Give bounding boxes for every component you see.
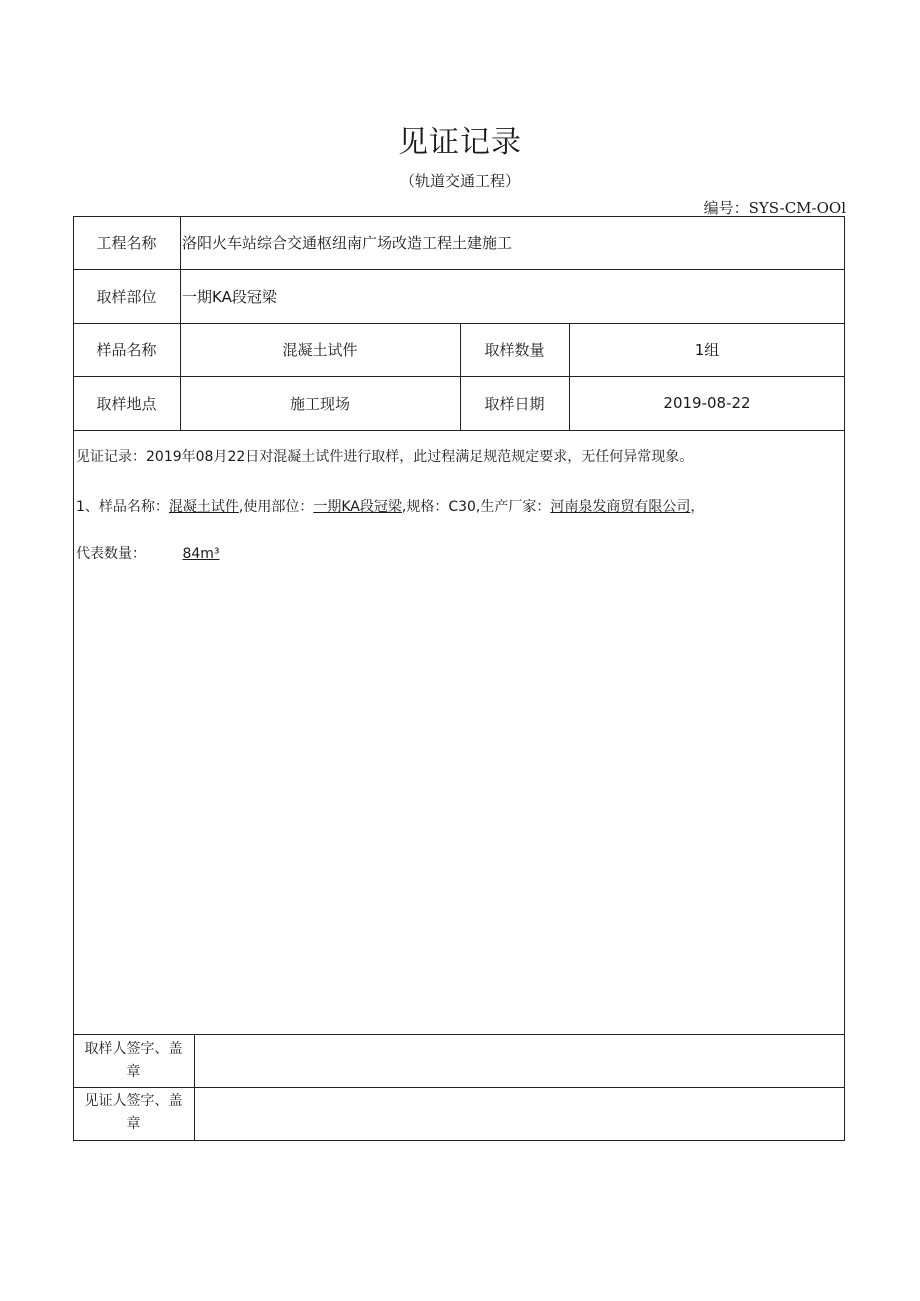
sample-item-line	[76, 496, 704, 516]
item-prefix: 1、样品名称：	[76, 499, 169, 515]
quantity-value: 84m³	[182, 546, 220, 562]
witness-label-line2: 章	[126, 1116, 141, 1132]
sampler-label-line1: 取样人签字、盖	[84, 1041, 183, 1057]
spec-text: ,规格：C30,生产厂家：	[401, 499, 551, 515]
row-divider	[73, 430, 845, 431]
manufacturer-tail: ，	[690, 499, 705, 515]
sampler-signature-label	[73, 1038, 194, 1084]
quantity-line	[76, 543, 220, 563]
document-subtitle: （轨道交通工程）	[399, 172, 520, 190]
witness-record-text: 见证记录：2019年08月22日对混凝土试件进行取样，此过程满足规范规定要求，无任何异常现象。	[76, 449, 694, 465]
sampling-site-value: 施工现场	[289, 394, 350, 413]
sampling-date-label: 取样日期	[484, 394, 545, 413]
sampling-location-label: 取样部位	[96, 287, 157, 306]
sample-name-value: 混凝土试件	[282, 341, 358, 359]
witness-signature-label	[73, 1090, 194, 1136]
witness-label-line1: 见证人签字、盖	[84, 1093, 183, 1109]
witness-signature-field[interactable]	[195, 1088, 845, 1141]
manufacturer: 河南泉发商贸有限公司	[550, 499, 691, 515]
sampling-site-label: 取样地点	[96, 394, 157, 413]
use-value: 一期KA段冠梁	[313, 499, 402, 515]
sampler-signature-field[interactable]	[195, 1035, 845, 1087]
quantity-label: 代表数量：	[76, 546, 146, 562]
item-name: 混凝土试件	[168, 499, 239, 515]
project-name-label: 工程名称	[96, 234, 157, 252]
document-number: 编号：SYS-CM-OOl	[703, 199, 846, 217]
sampling-date-value: 2019-08-22	[663, 394, 751, 412]
document-title: 见证记录	[398, 125, 522, 160]
sample-name-label: 样品名称	[96, 341, 157, 359]
sampler-label-line2: 章	[126, 1064, 141, 1080]
sampling-location-value: 一期KA段冠梁	[182, 287, 277, 306]
project-name-value: 洛阳火车站综合交通枢纽南广场改造工程土建施工	[182, 234, 513, 252]
sample-quantity-label: 取样数量	[484, 341, 545, 359]
sample-quantity-value: 1组	[694, 341, 720, 359]
use-label: ,使用部位：	[238, 499, 314, 515]
